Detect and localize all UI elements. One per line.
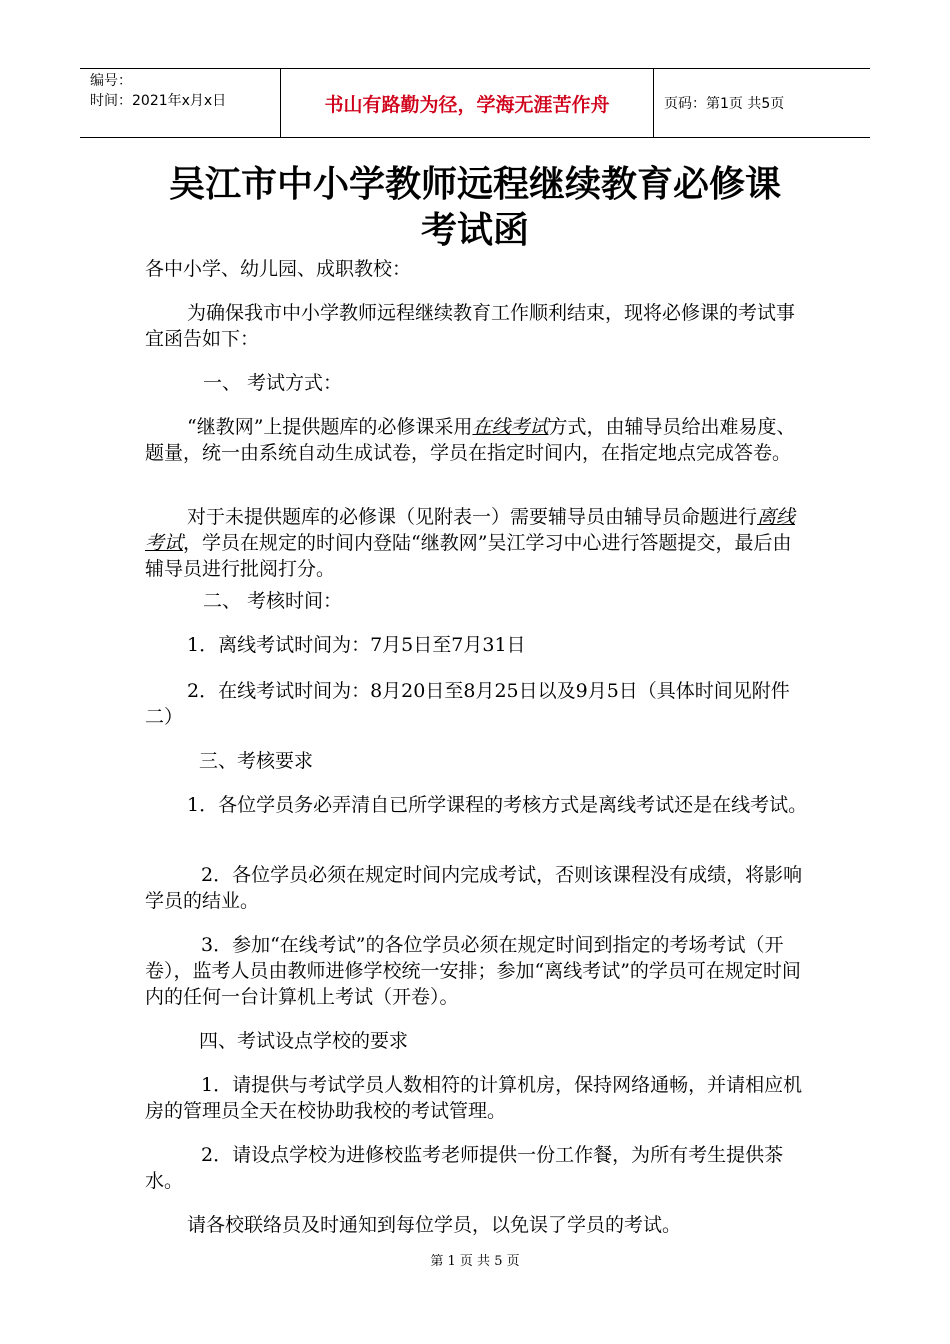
- section1-heading: 一、 考试方式：: [203, 372, 343, 394]
- document-title-line2: 考试函: [420, 210, 529, 251]
- time-label: 时间：2021年x月x日: [90, 93, 227, 109]
- intro-paragraph: 为确保我市中小学教师远程继续教育工作顺利结束，现将必修课的考试事宜函告如下：: [145, 302, 796, 350]
- number-label: 编号：: [90, 73, 132, 89]
- section3-heading: 三、考核要求: [199, 750, 314, 772]
- section3-item2: 2．各位学员必须在规定时间内完成考试，否则该课程没有成绩，将影响学员的结业。: [145, 864, 803, 912]
- document-header: [80, 68, 870, 138]
- offline-exam-term: 离线考试: [145, 506, 796, 554]
- section3-item3: 3．参加“在线考试”的各位学员必须在规定时间到指定的考场考试（开卷），监考人员由教师进修学校统一安排；参加“离线考试”的学员可在规定时间内的任何一台计算机上考试（开卷）。: [145, 934, 801, 1008]
- header-motto: 书山有路勤为径，学海无涯苦作舟: [280, 69, 654, 137]
- page-footer: 第 1 页 共 5 页: [430, 1254, 520, 1269]
- header-meta: [80, 69, 280, 137]
- section2-heading: 二、 考核时间：: [203, 590, 343, 612]
- section1-paragraph2: 对于未提供题库的必修课（见附表一）需要辅导员由辅导员命题进行离线考试，学员在规定的时间内登陆“继教网”吴江学习中心进行答题提交，最后由辅导员进行批阅打分。: [145, 506, 796, 580]
- section2-item1: 1．离线考试时间为：7月5日至7月31日: [187, 634, 526, 656]
- section2-item2: 2．在线考试时间为：8月20日至8月25日以及9月5日（具体时间见附件二）: [145, 680, 790, 728]
- header-page-info: 页码：第1页 共5页: [664, 96, 785, 112]
- salutation: 各中小学、幼儿园、成职教校：: [145, 258, 412, 280]
- section4-item2: 2．请设点学校为进修校监考老师提供一份工作餐，为所有考生提供茶水。: [145, 1144, 784, 1192]
- section1-paragraph1: “继教网”上提供题库的必修课采用在线考试方式，由辅导员给出难易度、题量，统一由系统自动生成试卷，学员在指定时间内，在指定地点完成答卷。: [145, 416, 796, 464]
- section3-item1: 1．各位学员务必弄清自已所学课程的考核方式是离线考试还是在线考试。: [187, 794, 808, 816]
- section4-item1: 1．请提供与考试学员人数相符的计算机房，保持网络通畅，并请相应机房的管理员全天在校协助我校的考试管理。: [145, 1074, 803, 1122]
- section4-heading: 四、考试设点学校的要求: [199, 1030, 409, 1052]
- online-exam-term: 在线考试: [472, 416, 549, 438]
- document-title-line1: 吴江市中小学教师远程继续教育必修课: [168, 164, 781, 205]
- closing-paragraph: 请各校联络员及时通知到每位学员，以免误了学员的考试。: [187, 1214, 682, 1236]
